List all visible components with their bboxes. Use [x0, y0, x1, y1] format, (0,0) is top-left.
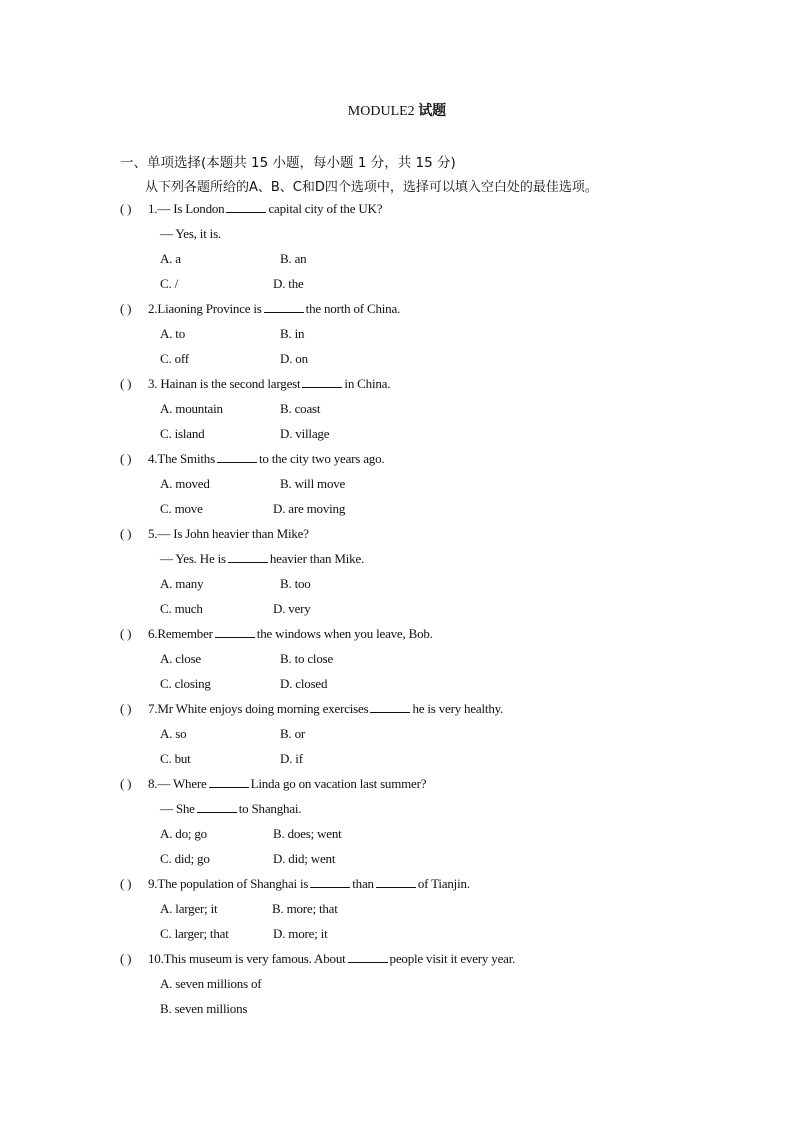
option-d: D. on	[280, 351, 308, 366]
answer-paren: ( )	[120, 776, 132, 791]
option-b: B. an	[280, 251, 307, 266]
title-latin: MODULE2	[347, 104, 415, 119]
option-text: B. seven millions	[160, 1001, 248, 1016]
answer-blank	[228, 551, 268, 563]
answer-paren: ( )	[120, 951, 132, 966]
section-instruction: 从下列各题所给的A、B、C和D四个选项中，选择可以填入空白处的最佳选项。	[145, 180, 598, 195]
question-reply	[160, 801, 301, 817]
question-stem	[148, 376, 390, 392]
answer-blank	[376, 876, 416, 888]
option-b: B. too	[280, 576, 311, 591]
option-a: A. so	[160, 726, 187, 741]
option-c: C. /	[160, 276, 178, 291]
page-title	[0, 100, 794, 120]
option-a: A. many	[160, 576, 204, 591]
section-heading	[120, 151, 456, 171]
question-text-part: 10.This museum is very famous. About	[148, 951, 346, 966]
option-b: B. coast	[280, 401, 321, 416]
option-b: B. or	[280, 726, 306, 741]
option-d: D. more; it	[273, 926, 328, 941]
question-stem	[148, 776, 426, 792]
answer-blank	[370, 701, 410, 713]
question-reply	[160, 551, 364, 567]
option-a: A. to	[160, 326, 186, 341]
question-text-part: — Yes, it is.	[160, 226, 221, 241]
option-d: D. did; went	[273, 851, 336, 866]
question-stem	[148, 876, 470, 892]
question-text-part: people visit it every year.	[389, 951, 516, 966]
answer-blank	[226, 201, 266, 213]
answer-blank	[302, 376, 342, 388]
answer-paren: ( )	[120, 451, 132, 466]
question-text-part: Linda go on vacation last summer?	[250, 776, 427, 791]
option-text: A. seven millions of	[160, 976, 262, 991]
option-a: A. mountain	[160, 401, 223, 416]
option-d: D. village	[280, 426, 330, 441]
question-stem	[148, 451, 384, 467]
question-text-part: — Yes. He is	[160, 551, 226, 566]
answer-blank	[264, 301, 304, 313]
section-heading-prefix: 一、	[120, 155, 147, 171]
question-stem	[148, 301, 400, 317]
question-text-part: the north of China.	[305, 301, 401, 316]
answer-blank	[215, 626, 255, 638]
option-a: A. do; go	[160, 826, 207, 841]
question-stem	[148, 951, 515, 967]
answer-paren: ( )	[120, 376, 132, 391]
option-c: C. move	[160, 501, 203, 516]
option-b: B. to close	[280, 651, 334, 666]
option-c: C. much	[160, 601, 203, 616]
option-a: A. close	[160, 651, 201, 666]
option-c: C. closing	[160, 676, 211, 691]
question-text-part: to Shanghai.	[238, 801, 302, 816]
question-text-part: the windows when you leave, Bob.	[256, 626, 433, 641]
question-stem	[148, 701, 503, 717]
question-text-part: to the city two years ago.	[258, 451, 385, 466]
question-text-part: capital city of the UK?	[268, 201, 383, 216]
section-heading-text: 单项选择(本题共 15 小题，每小题 1 分，共 15 分)	[147, 155, 456, 171]
option-d: D. closed	[280, 676, 328, 691]
question-text-part: 1.— Is London	[148, 201, 225, 216]
answer-blank	[197, 801, 237, 813]
answer-paren: ( )	[120, 876, 132, 891]
answer-blank	[310, 876, 350, 888]
question-text-part: in China.	[344, 376, 391, 391]
question-text-part: 9.The population of Shanghai is	[148, 876, 309, 891]
option-c: C. but	[160, 751, 191, 766]
question-text-part: of Tianjin.	[417, 876, 470, 891]
option-a: A. a	[160, 251, 181, 266]
question-text-part: — She	[160, 801, 195, 816]
answer-paren: ( )	[120, 626, 132, 641]
answer-paren: ( )	[120, 701, 132, 716]
option-c: C. larger; that	[160, 926, 229, 941]
option-b: B. in	[280, 326, 305, 341]
option-a: A. moved	[160, 476, 210, 491]
question-text-part: 4.The Smiths	[148, 451, 215, 466]
option-c: C. island	[160, 426, 205, 441]
title-cn: 试题	[418, 103, 447, 119]
answer-paren: ( )	[120, 201, 132, 216]
question-stem	[148, 626, 433, 642]
option-d: D. the	[273, 276, 304, 291]
answer-paren: ( )	[120, 526, 132, 541]
option-d: D. are moving	[273, 501, 346, 516]
option-b: B. more; that	[272, 901, 338, 916]
question-text-part: heavier than Mike.	[269, 551, 365, 566]
option-c: C. did; go	[160, 851, 210, 866]
question-text-part: than	[352, 876, 374, 891]
question-text-part: 2.Liaoning Province is	[148, 301, 262, 316]
option-b: B. does; went	[273, 826, 342, 841]
answer-blank	[348, 951, 388, 963]
option-c: C. off	[160, 351, 189, 366]
question-stem	[148, 526, 309, 542]
answer-blank	[217, 451, 257, 463]
question-text-part: he is very healthy.	[412, 701, 504, 716]
question-text-part: 8.— Where	[148, 776, 207, 791]
question-reply	[160, 226, 221, 242]
option-d: D. if	[280, 751, 303, 766]
question-text-part: 3. Hainan is the second largest	[148, 376, 301, 391]
question-stem	[148, 201, 382, 217]
question-text-part: 6.Remember	[148, 626, 213, 641]
option-a: A. larger; it	[160, 901, 218, 916]
answer-paren: ( )	[120, 301, 132, 316]
option-d: D. very	[273, 601, 311, 616]
option-b: B. will move	[280, 476, 346, 491]
answer-blank	[209, 776, 249, 788]
question-text-part: 7.Mr White enjoys doing morning exercises	[148, 701, 369, 716]
question-text-part: 5.— Is John heavier than Mike?	[148, 526, 309, 541]
